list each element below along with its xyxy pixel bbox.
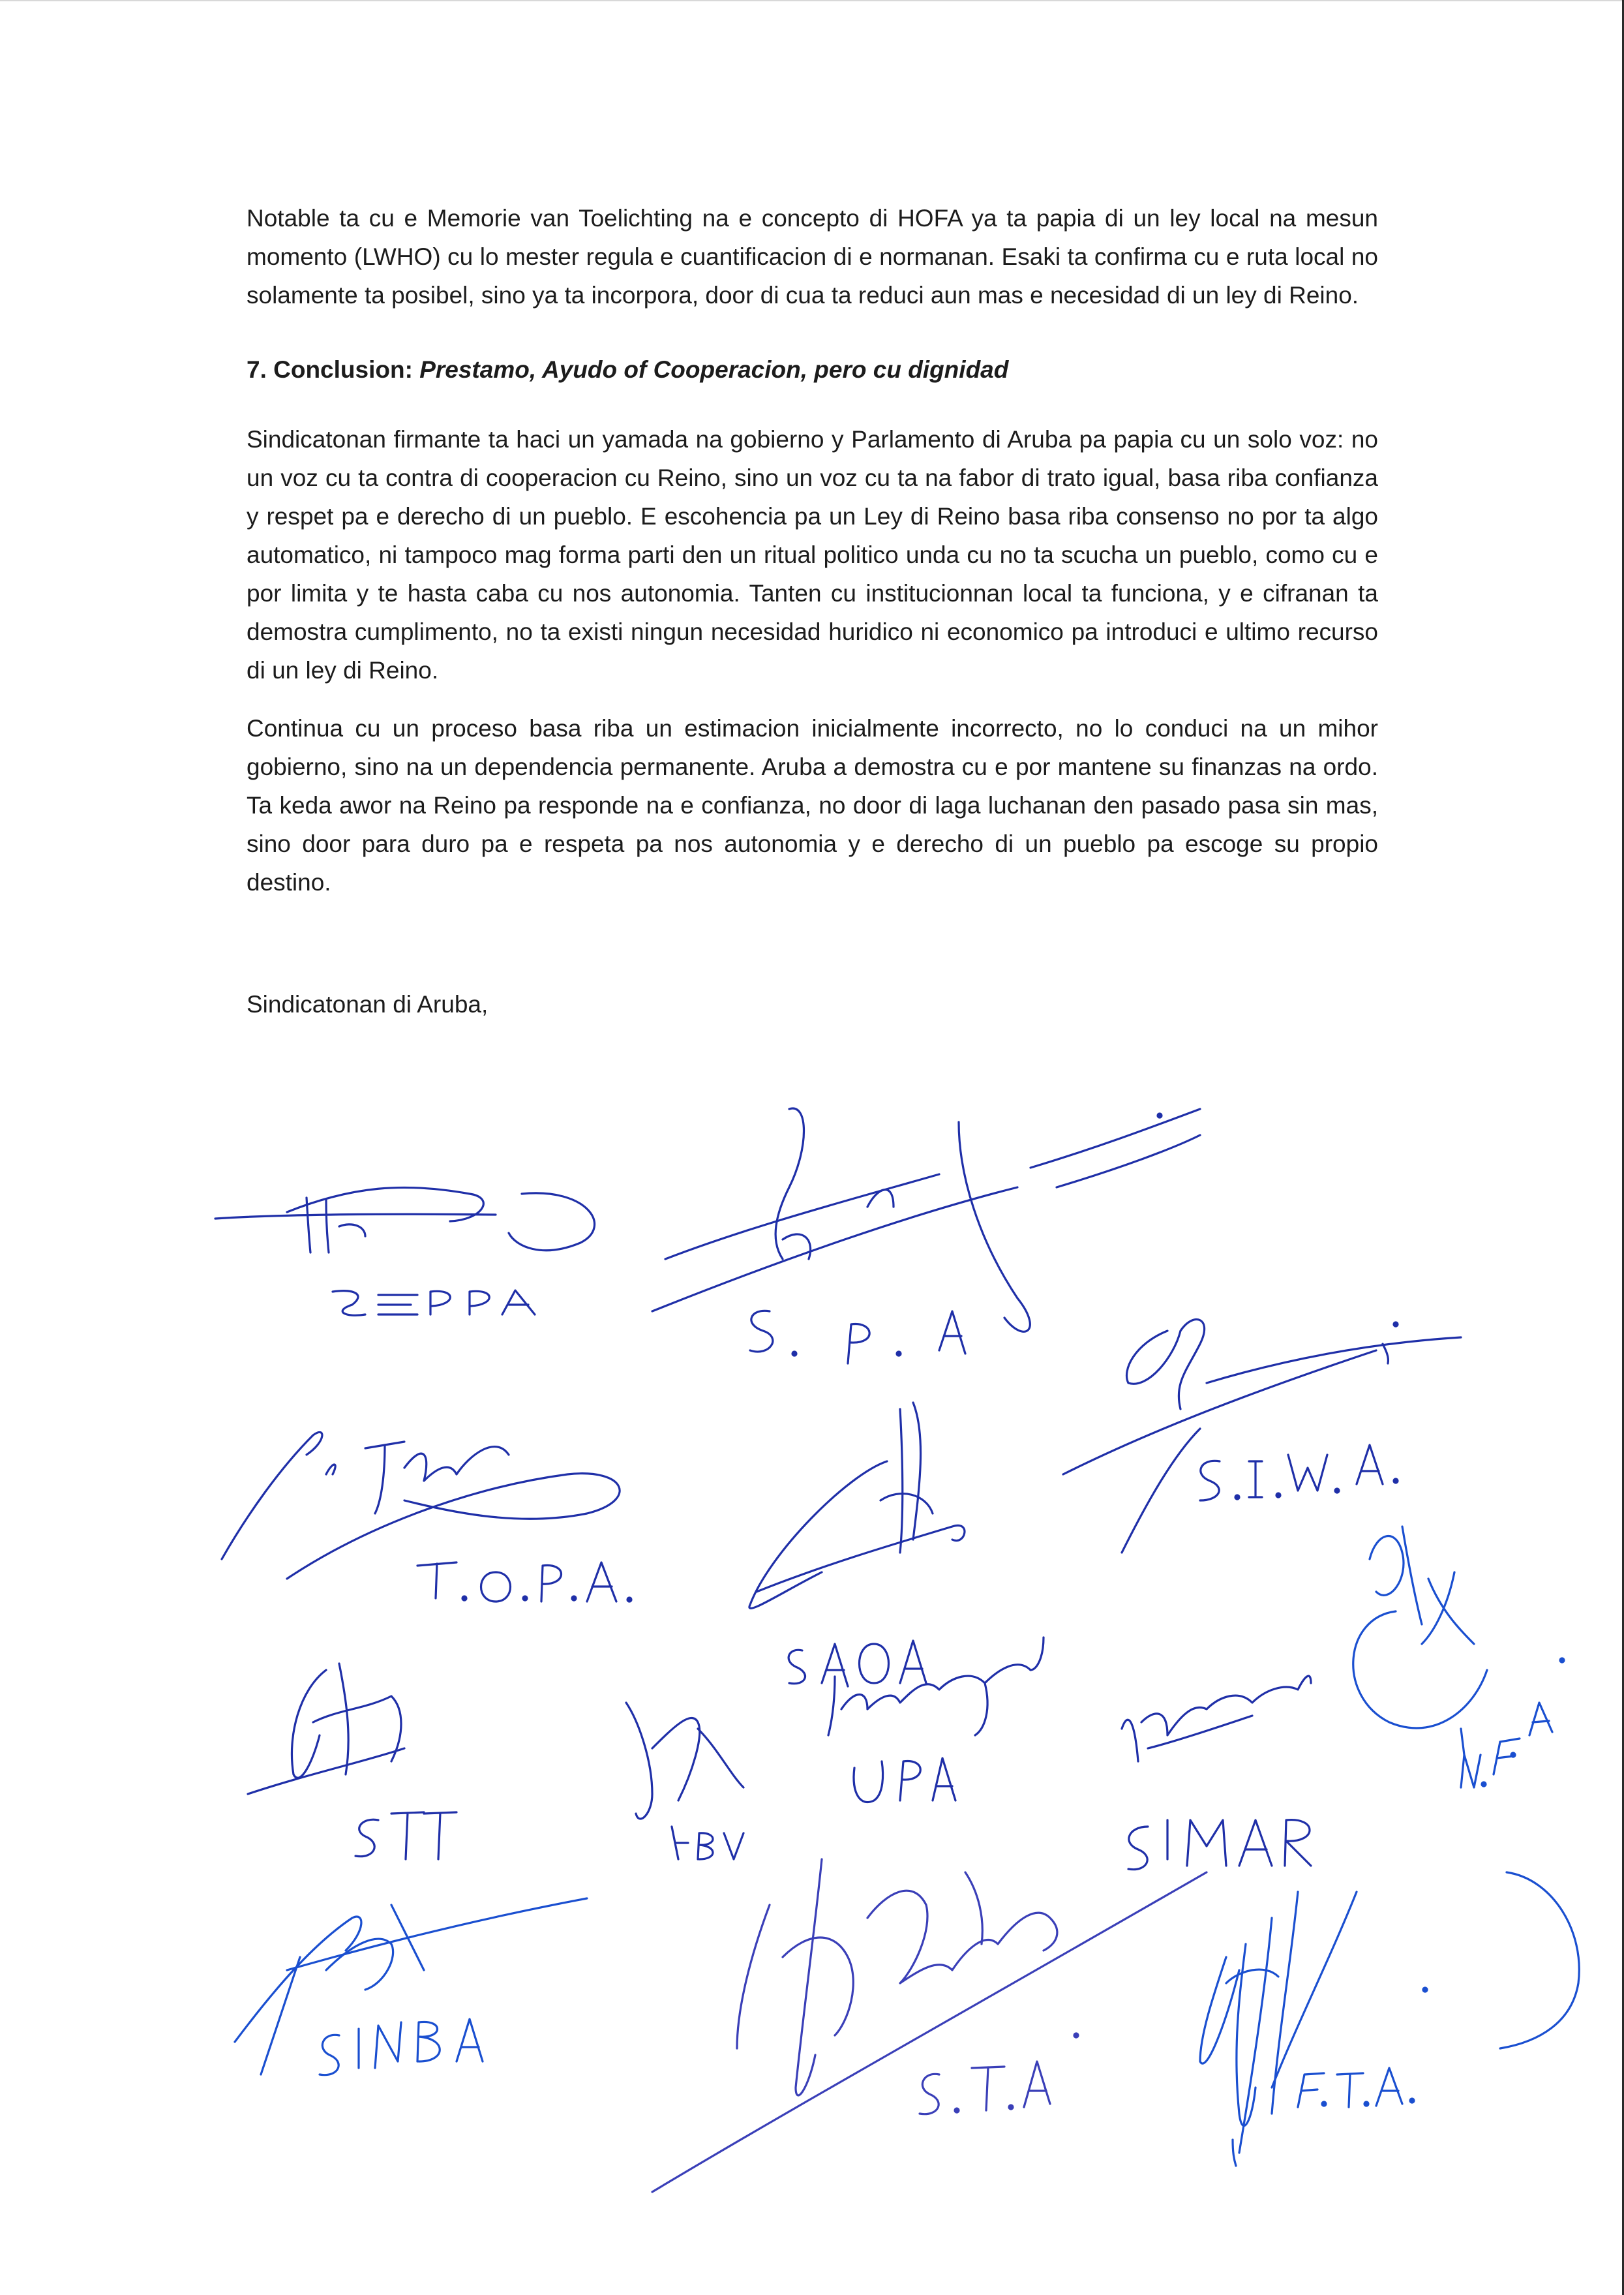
signature-stt [248,1664,457,1859]
signature-fta [1200,1872,1579,2166]
signature-topa [222,1432,631,1602]
signature-simar [1122,1676,1311,1870]
signature-abv [626,1703,744,1859]
signature-saoa [749,1403,965,1686]
signature-nfa [1353,1527,1564,1787]
signature-sta [652,1859,1207,2192]
signature-spa [652,1108,1200,1363]
signature-siwa [1063,1320,1461,1553]
section-number-label: 7. Conclusion: [247,356,420,383]
paragraph-conclusion-1: Sindicatonan firmante ta haci un yamada na gobierno y Parlamento di Aruba pa papia cu un solo voz: no un voz cu ta contra di cooperacion cu Reino, sino un voz cu ta na fabor di trato igual, basa riba confianza y respet pa e derecho di un pueblo. E escohencia pa un Ley di Reino basa riba consenso no por ta algo automatico, ni tampoco mag forma parti den un ritual politico unda cu no ta scucha un pueblo, como cu e por limita y te hasta caba cu nos autonomia. Tanten cu institucionnan local ta funciona, y e cifranan ta demostra cumplimento, no ta existi ningun necesidad huridico ni economico pa introduci e ultimo recurso di un ley di Reino. [247,426,1378,684]
signature-seppa [215,1187,595,1315]
paragraph-conclusion-2: Continua cu un proceso basa riba un estimacion inicialmente incorrecto, no lo conduci na un mihor gobierno, sino na un dependencia permanente. Aruba a demostra cu e por mantene su finanzas na ordo. Ta keda awor na Reino pa responde na e confianza, no door di laga luchanan den pasado pasa sin mas, sino door para duro pa e respeta pa nos autonomia y e derecho di un pueblo pa escoge su propio destino. [247,715,1378,896]
section-title: Prestamo, Ayudo of Cooperacion, pero cu dignidad [419,356,1009,383]
paragraph-lwho: Notable ta cu e Memorie van Toelichting na e concepto di HOFA ya ta papia di un ley local na mesun momento (LWHO) cu lo mester regula e cuantificacion di e normanan. Esaki ta confirma cu e ruta local no solamente ta posibel, sino ya ta incorpora, door di cua ta reduci aun mas e necesidad di un ley di Reino. [247,205,1378,309]
signature-sinba [235,1898,587,2075]
signature-upa [828,1637,1044,1802]
closing-salutation: Sindicatonan di Aruba, [247,991,489,1018]
